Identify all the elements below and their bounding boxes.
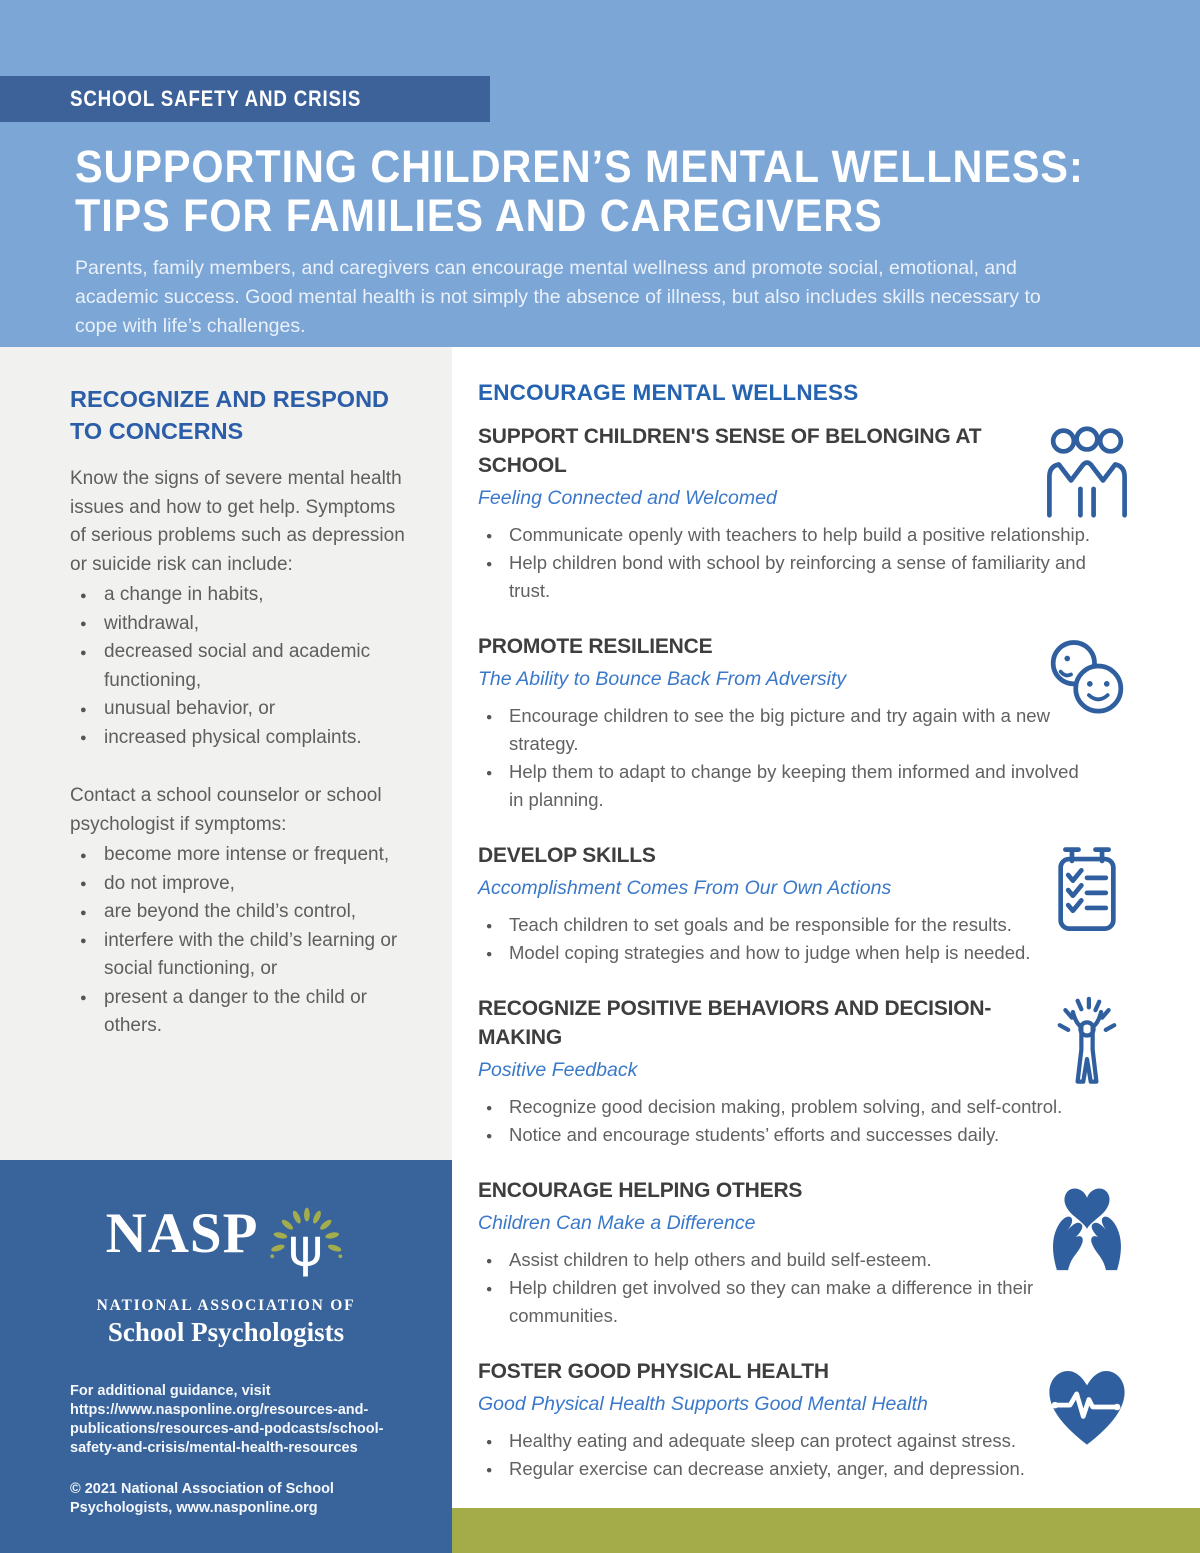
- guidance-note: [70, 1382, 394, 1458]
- contact-conditions-list: [70, 841, 406, 1041]
- hands-heart-icon: [1040, 1176, 1134, 1276]
- signs-paragraph: Know the signs of severe mental health issues and how to get help. Symptoms of serious problems such as depression or suicide risk can include:: [70, 468, 405, 575]
- nasp-logo-psi-icon: [264, 1204, 346, 1287]
- right-column: [452, 347, 1200, 1508]
- green-accent-bar: [452, 1508, 1200, 1553]
- section-title: RECOGNIZE POSITIVE BEHAVIORS AND DECISION-MAKING: [478, 997, 992, 1049]
- section-subtitle: Accomplishment Comes From Our Own Actions: [478, 877, 892, 899]
- list-item: ● unusual behavior, or: [70, 695, 406, 724]
- contact-paragraph: Contact a school counselor or school psychologist if symptoms:: [70, 785, 382, 835]
- list-item: ● Encourage children to see the big picture and try again with a new strategy.: [478, 702, 1090, 758]
- hero-banner: [0, 0, 1200, 347]
- list-item: ● Help children bond with school by reinforcing a sense of familiarity and trust.: [478, 549, 1090, 605]
- copyright: © 2021 National Association of School Psychologists, www.nasponline.org: [70, 1481, 334, 1516]
- list-item: ● Help children get involved so they can make a difference in their communities.: [478, 1274, 1090, 1330]
- list-item: ● Recognize good decision making, problem solving, and self-control.: [478, 1093, 1090, 1121]
- list-item: ● interfere with the child’s learning or social functioning, or: [70, 927, 406, 984]
- section-helping-others: [478, 1176, 1090, 1330]
- symptoms-list: [70, 581, 406, 752]
- section-physical-health: [478, 1357, 1090, 1483]
- list-item: ● become more intense or frequent,: [70, 841, 406, 870]
- list-item: ● Help them to adapt to change by keeping them informed and involved in planning.: [478, 758, 1090, 814]
- celebrating-person-icon: [1040, 994, 1134, 1094]
- category-badge: [0, 76, 490, 122]
- left-column: [0, 347, 452, 1553]
- section-title: DEVELOP SKILLS: [478, 844, 656, 867]
- section-subtitle: Children Can Make a Difference: [478, 1212, 756, 1234]
- list-item: ● Communicate openly with teachers to help build a positive relationship.: [478, 521, 1090, 549]
- list-item: ● increased physical complaints.: [70, 724, 406, 753]
- section-develop-skills: [478, 841, 1090, 967]
- guidance-intro: For additional guidance, visit: [70, 1383, 271, 1399]
- section-subtitle: Feeling Connected and Welcomed: [478, 487, 777, 509]
- list-item: ● Model coping strategies and how to judge when help is needed.: [478, 939, 1090, 967]
- nasp-logo: [0, 1204, 452, 1287]
- nasp-footer-panel: [0, 1160, 452, 1553]
- section-resilience: [478, 632, 1090, 814]
- category-badge-label: SCHOOL SAFETY AND CRISIS: [70, 86, 362, 111]
- list-item: ● present a danger to the child or others.: [70, 984, 406, 1041]
- list-item: ● a change in habits,: [70, 581, 406, 610]
- section-bullets: [478, 702, 1090, 814]
- nasp-logo-acronym: NASP: [105, 1202, 259, 1265]
- section-title: FOSTER GOOD PHYSICAL HEALTH: [478, 1360, 829, 1383]
- intro-paragraph: Parents, family members, and caregivers can encourage mental wellness and promote social, emotional, and academic success. Good mental health is not simply the absence of illness, but also includes skills necessary to cope with life’s challenges.: [75, 257, 1041, 337]
- svg-text:ψ: ψ: [288, 1217, 324, 1279]
- org-name-small: NATIONAL ASSOCIATION OF: [96, 1297, 356, 1314]
- section-subtitle: Good Physical Health Supports Good Mental Health: [478, 1393, 928, 1415]
- people-group-icon: [1040, 422, 1134, 522]
- resource-url[interactable]: publications/resources-and-podcasts/school-: [70, 1421, 384, 1437]
- page-title-line2: TIPS FOR FAMILIES AND CAREGIVERS: [75, 190, 883, 241]
- section-subtitle: Positive Feedback: [478, 1059, 638, 1081]
- list-item: ● Healthy eating and adequate sleep can protect against stress.: [478, 1427, 1090, 1455]
- section-title: SUPPORT CHILDREN'S SENSE OF BELONGING AT SCHOOL: [478, 425, 982, 477]
- list-item: ● Assist children to help others and build self-esteem.: [478, 1246, 1090, 1274]
- org-name: School Psychologists: [107, 1317, 345, 1347]
- list-item: ● Regular exercise can decrease anxiety, anger, and depression.: [478, 1455, 1090, 1483]
- spacer: [70, 752, 406, 782]
- section-subtitle: The Ability to Bounce Back From Adversity: [478, 668, 847, 690]
- left-section-heading: RECOGNIZE AND RESPOND TO CONCERNS: [70, 386, 390, 444]
- list-item: ● decreased social and academic functioning,: [70, 638, 406, 695]
- wellness-heading: ENCOURAGE MENTAL WELLNESS: [478, 380, 859, 405]
- recognize-respond-section: [0, 347, 452, 1160]
- section-bullets: [478, 911, 1090, 967]
- section-bullets: [478, 521, 1090, 605]
- list-item: ● are beyond the child’s control,: [70, 898, 406, 927]
- resource-url[interactable]: https://www.nasponline.org/resources-and-: [70, 1402, 369, 1418]
- heart-pulse-icon: [1040, 1357, 1134, 1457]
- section-positive-behaviors: [478, 994, 1090, 1149]
- section-bullets: [478, 1427, 1090, 1483]
- section-bullets: [478, 1246, 1090, 1330]
- section-title: ENCOURAGE HELPING OTHERS: [478, 1179, 803, 1202]
- list-item: ● Teach children to set goals and be responsible for the results.: [478, 911, 1090, 939]
- page-title: [75, 142, 1200, 240]
- smiley-faces-icon: [1040, 632, 1134, 732]
- list-item: ● withdrawal,: [70, 610, 406, 639]
- page-title-line1: SUPPORTING CHILDREN’S MENTAL WELLNESS:: [75, 141, 1084, 192]
- section-belonging: [478, 422, 1090, 605]
- resource-url[interactable]: safety-and-crisis/mental-health-resources: [70, 1440, 358, 1456]
- checklist-icon: [1040, 841, 1134, 941]
- section-title: PROMOTE RESILIENCE: [478, 635, 713, 658]
- section-bullets: [478, 1093, 1090, 1149]
- list-item: ● do not improve,: [70, 870, 406, 899]
- list-item: ● Notice and encourage students’ efforts and successes daily.: [478, 1121, 1090, 1149]
